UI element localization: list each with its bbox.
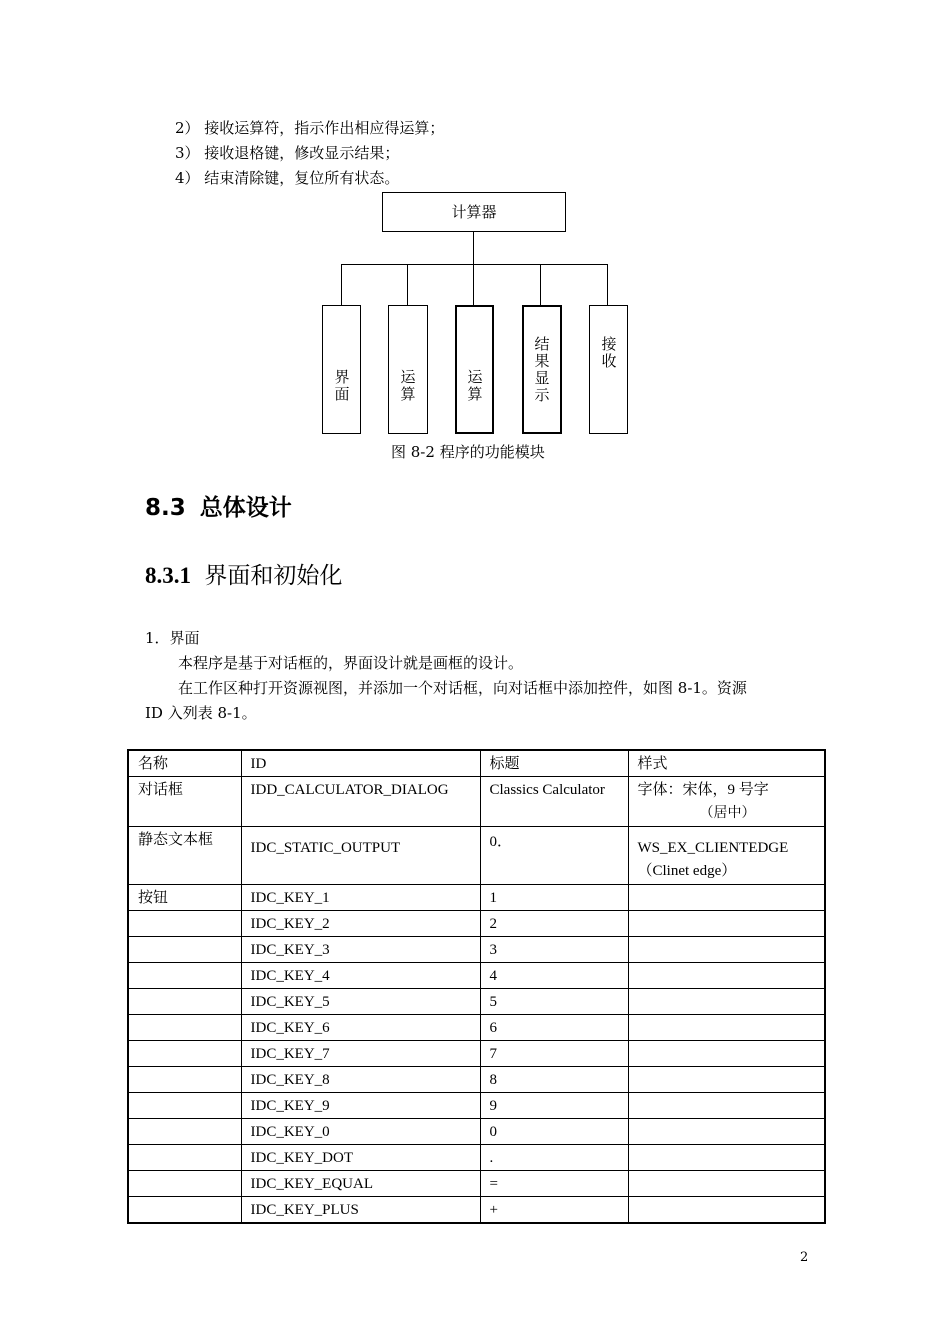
table-cell-style: [628, 937, 825, 963]
table-cell-title: .: [480, 1145, 628, 1171]
table-cell-title: 7: [480, 1041, 628, 1067]
table-row: [128, 1197, 825, 1224]
paragraph-continuation: ID 入列表 8-1。: [145, 704, 257, 722]
table-cell-style: [628, 885, 825, 911]
table-cell-name: 对话框: [128, 777, 241, 827]
table-header-cell: 标题: [480, 750, 628, 777]
table-cell-name: [128, 1145, 241, 1171]
resource-id-table: [127, 749, 826, 1224]
table-cell-name: 按钮: [128, 885, 241, 911]
table-cell-style: [628, 777, 825, 827]
subsection-title: 界面和初始化: [204, 563, 343, 589]
diagram-child-label: 接收: [601, 335, 617, 370]
table-header-cell: 样式: [628, 750, 825, 777]
section-number: 8.3: [145, 495, 186, 521]
subsection-heading: [145, 557, 342, 590]
table-row: [128, 1067, 825, 1093]
table-row: [128, 1015, 825, 1041]
table-row: [128, 1093, 825, 1119]
table-cell-style: [628, 1119, 825, 1145]
diagram-child-box: [388, 305, 428, 434]
diagram-child-label: 结果显示: [534, 335, 550, 404]
table-cell-style: [628, 1145, 825, 1171]
table-cell-title: 6: [480, 1015, 628, 1041]
table-cell-name: 静态文本框: [128, 827, 241, 885]
table-cell-id: IDC_KEY_2: [241, 911, 480, 937]
table-cell-style: [628, 1197, 825, 1224]
style-line: 字体：宋体，9 号字: [637, 782, 769, 798]
table-header-cell: ID: [241, 750, 480, 777]
list-item-2: 2） 接收运算符，指示作出相应得运算；: [175, 119, 445, 137]
style-line: WS_EX_CLIENTEDGE: [637, 840, 789, 856]
table-cell-name: [128, 1067, 241, 1093]
subsection-number: 8.3.1: [145, 563, 191, 588]
diagram-trunk-line: [473, 232, 474, 265]
table-cell-name: [128, 937, 241, 963]
diagram-root-label: 计算器: [451, 203, 497, 221]
diagram-connector: [540, 264, 541, 306]
table-cell-style: [628, 827, 825, 885]
table-row: [128, 827, 825, 885]
item-heading: 1．界面: [145, 629, 200, 647]
table-cell-id: IDC_KEY_3: [241, 937, 480, 963]
diagram-child-label: 运算: [400, 368, 416, 403]
diagram-connector: [473, 264, 474, 306]
table-cell-id: IDC_STATIC_OUTPUT: [241, 827, 480, 885]
table-row: [128, 1119, 825, 1145]
diagram-connector: [341, 264, 342, 306]
table-cell-id: IDC_KEY_5: [241, 989, 480, 1015]
table-cell-id: IDC_KEY_DOT: [241, 1145, 480, 1171]
table-cell-name: [128, 989, 241, 1015]
table-row: [128, 1171, 825, 1197]
table-row: [128, 1145, 825, 1171]
table-cell-id: IDC_KEY_PLUS: [241, 1197, 480, 1224]
table-row: [128, 937, 825, 963]
table-cell-style: [628, 911, 825, 937]
paragraph: 本程序是基于对话框的，界面设计就是画框的设计。: [178, 654, 524, 672]
table-cell-name: [128, 1093, 241, 1119]
table-cell-title: +: [480, 1197, 628, 1224]
table-cell-style: [628, 1171, 825, 1197]
table-row: [128, 911, 825, 937]
table-cell-id: IDC_KEY_9: [241, 1093, 480, 1119]
table-row: [128, 963, 825, 989]
style-line: （居中）: [699, 806, 756, 821]
diagram-child-box: [589, 305, 628, 434]
diagram-root-box: [382, 192, 566, 232]
table-header-cell: 名称: [128, 750, 241, 777]
table-cell-id: IDC_KEY_0: [241, 1119, 480, 1145]
table-cell-name: [128, 1171, 241, 1197]
table-cell-title: =: [480, 1171, 628, 1197]
table-cell-name: [128, 1041, 241, 1067]
table-cell-name: [128, 1119, 241, 1145]
table-cell-name: [128, 911, 241, 937]
table-cell-style: [628, 989, 825, 1015]
table-cell-id: IDC_KEY_1: [241, 885, 480, 911]
page-number: 2: [800, 1250, 809, 1265]
table-cell-style: [628, 1093, 825, 1119]
table-cell-name: [128, 963, 241, 989]
table-cell-name: [128, 1015, 241, 1041]
table-cell-id: IDC_KEY_8: [241, 1067, 480, 1093]
table-cell-id: IDC_KEY_7: [241, 1041, 480, 1067]
diagram-connector: [607, 264, 608, 306]
table-cell-title: 0: [480, 1119, 628, 1145]
table-cell-title: 9: [480, 1093, 628, 1119]
table-row: [128, 1041, 825, 1067]
diagram-child-box: [522, 305, 562, 434]
table-cell-title: 4: [480, 963, 628, 989]
section-title: 总体设计: [199, 495, 292, 521]
diagram-connector: [407, 264, 408, 306]
diagram-branch-line: [341, 264, 608, 265]
table-cell-id: IDD_CALCULATOR_DIALOG: [241, 777, 480, 827]
diagram-child-label: 界面: [334, 368, 350, 403]
figure-caption: 图 8-2 程序的功能模块: [391, 443, 545, 461]
table-cell-id: IDC_KEY_4: [241, 963, 480, 989]
table-cell-style: [628, 1015, 825, 1041]
table-cell-title: Classics Calculator: [480, 777, 628, 827]
style-line: （Clinet edge）: [637, 863, 737, 879]
table-cell-title: 8: [480, 1067, 628, 1093]
table-cell-id: IDC_KEY_EQUAL: [241, 1171, 480, 1197]
table-cell-style: [628, 1067, 825, 1093]
table-cell-title: 2: [480, 911, 628, 937]
table-row: [128, 777, 825, 827]
list-item-4: 4） 结束清除键，复位所有状态。: [175, 169, 400, 187]
diagram-child-box: [455, 305, 494, 434]
table-row: [128, 885, 825, 911]
table-cell-id: IDC_KEY_6: [241, 1015, 480, 1041]
section-heading: [145, 489, 292, 522]
table-cell-name: [128, 1197, 241, 1224]
table-cell-style: [628, 1041, 825, 1067]
list-item-3: 3） 接收退格键，修改显示结果；: [175, 144, 400, 162]
table-cell-title: 5: [480, 989, 628, 1015]
table-cell-title: 0．: [480, 827, 628, 885]
paragraph: 在工作区种打开资源视图，并添加一个对话框，向对话框中添加控件，如图 8-1。资源: [178, 679, 747, 697]
diagram-child-box: [322, 305, 361, 434]
table-cell-title: 3: [480, 937, 628, 963]
table-cell-title: 1: [480, 885, 628, 911]
table-row: [128, 989, 825, 1015]
table-header-row: [128, 750, 825, 777]
diagram-child-label: 运算: [467, 368, 483, 403]
table-cell-style: [628, 963, 825, 989]
